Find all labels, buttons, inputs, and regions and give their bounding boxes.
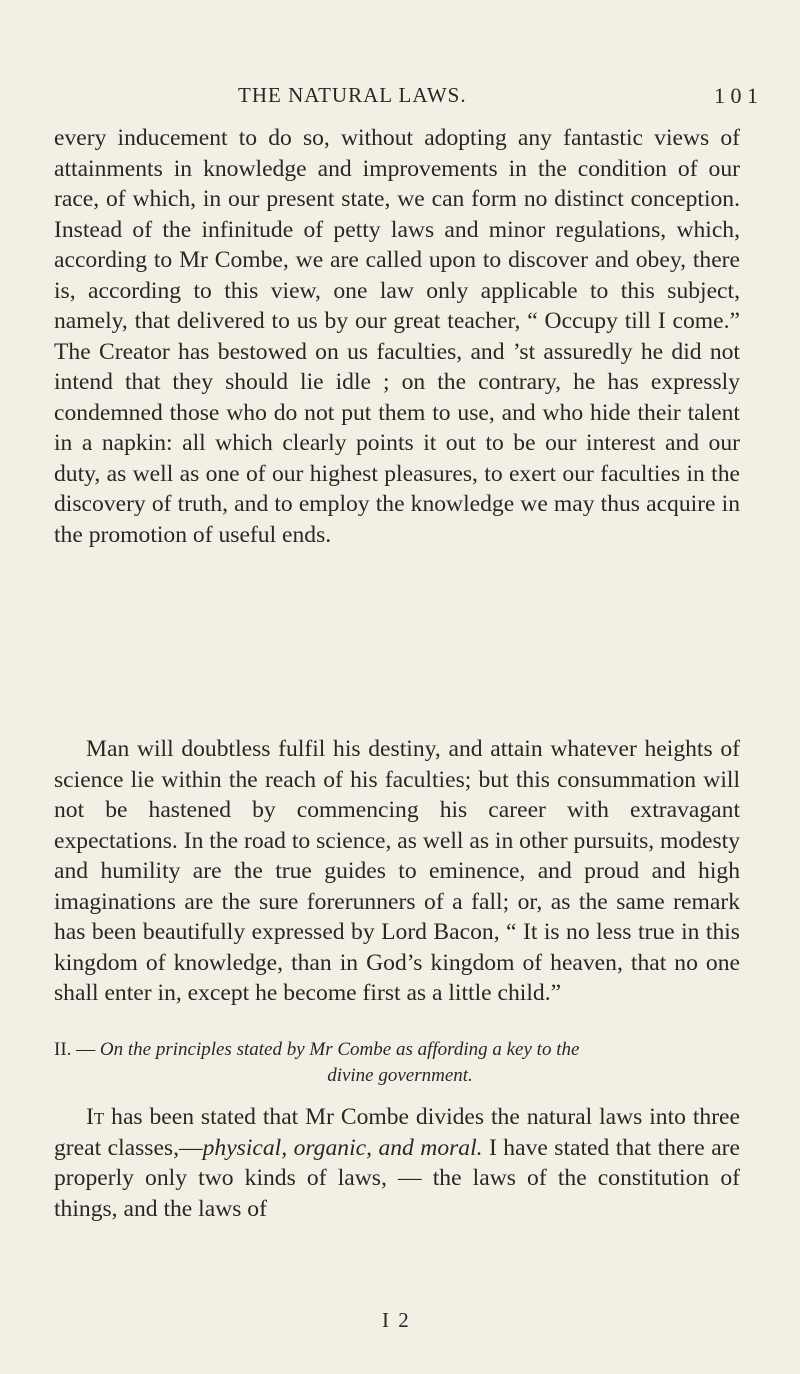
paragraph-3-text-b: I have stated that there are properly only two kinds of laws, — the laws of the constitution of things, and the laws of [54, 1134, 740, 1222]
section-heading [54, 1037, 740, 1063]
paragraph-2: Man will doubtless fulfil his destiny, and attain whatever heights of science lie within the reach of his faculties; but this consummation will not be hastened by commencing his career with extravagant expectations. In the road to science, as well as in other pursuits, modesty and humility are the true guides to eminence, and proud and high imaginations are the sure forerunners of a fall; or, as the same remark has been beautifully expressed by Lord Bacon, “ It is no less true in this kingdom of knowledge, than in God’s kingdom of heaven, that no one shall enter in, except he become first as a little child.” [54, 736, 741, 1006]
signature-mark: I 2 [382, 1308, 411, 1332]
section-title-line-2: divine government. [327, 1065, 473, 1086]
page-number: 1 0 1 [714, 83, 758, 108]
paragraph-1: every inducement to do so, without adopting any fantastic views of attainments in knowledge and improvements in the condition of our race, of which, in our present state, we can form no distinct conception. Instead of the infinitude of petty laws and minor regulations, which, according to Mr Combe, we are called upon to discover and obey, there is, according to this view, one law only applicable to this subject, namely, that delivered to us by our great teacher, “ Occupy till I come.” The Creator has bestowed on us faculties, and ’st assuredly he did not intend that they should lie idle ; on the contrary, he has expressly condemned those who do not put them to use, and who hide their talent in a napkin: all which clearly points it out to be our interest and our duty, as well as one of our highest pleasures, to exert our faculties in the discovery of truth, and to employ the knowledge we may thus acquire in the promotion of useful ends. [54, 125, 740, 548]
paragraph-3-emphasis: physical, organic, and moral. [202, 1134, 483, 1161]
paragraph-3 [54, 1102, 740, 1224]
running-title: THE NATURAL LAWS. [238, 83, 467, 107]
paragraph-3-lead: It [86, 1104, 105, 1130]
running-head [0, 83, 800, 113]
section-title-line-1: On the principles stated by Mr Combe as affording a key to the [99, 1039, 580, 1060]
section-number: II. — [54, 1039, 100, 1060]
paragraph-3-text-a: has been stated that Mr Combe divides the natural laws into three great classes,— [54, 1104, 740, 1161]
